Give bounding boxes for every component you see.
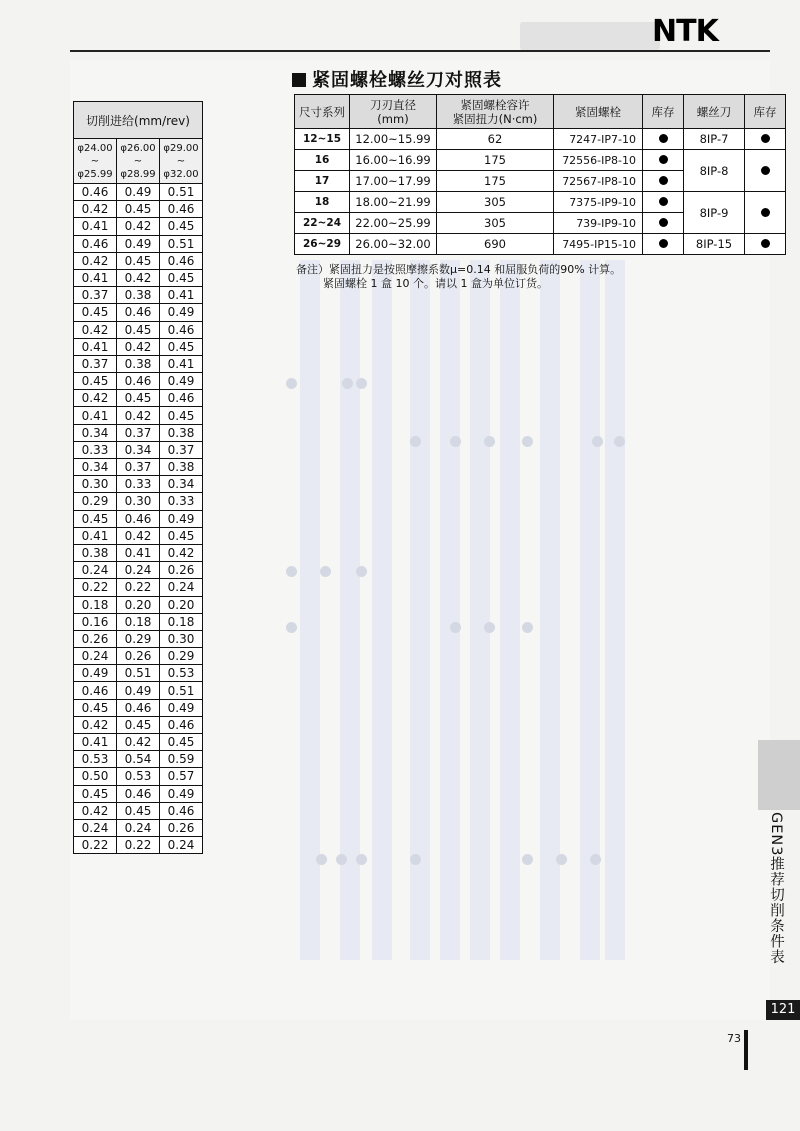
feed-value-cell: 0.41 [74, 527, 117, 544]
stock-cell [643, 150, 684, 171]
bleed-through-dot [556, 854, 567, 865]
table-row [74, 424, 203, 441]
feed-value-cell: 0.18 [160, 613, 203, 630]
feed-value-cell: 0.45 [74, 510, 117, 527]
in-stock-dot-icon [761, 134, 770, 143]
feed-value-cell: 0.24 [74, 648, 117, 665]
diameter-tilde: ~ [176, 155, 186, 167]
table-row [74, 527, 203, 544]
table-row [295, 150, 786, 171]
feed-value-cell: 0.37 [74, 287, 117, 304]
feed-value-cell: 0.37 [117, 459, 160, 476]
feed-value-cell: 0.45 [117, 201, 160, 218]
table-row [74, 648, 203, 665]
table-row [74, 459, 203, 476]
feed-value-cell: 0.22 [74, 837, 117, 854]
feed-value-cell: 0.49 [74, 665, 117, 682]
feed-value-cell: 0.24 [117, 562, 160, 579]
feed-value-cell: 0.22 [74, 579, 117, 596]
in-stock-dot-icon [659, 197, 668, 206]
feed-value-cell: 0.51 [117, 665, 160, 682]
table-row [295, 129, 786, 150]
feed-value-cell: 0.33 [160, 493, 203, 510]
feed-value-cell: 0.50 [74, 768, 117, 785]
stock-cell [643, 213, 684, 234]
feed-value-cell: 0.45 [74, 699, 117, 716]
in-stock-dot-icon [659, 239, 668, 248]
feed-value-cell: 0.46 [160, 321, 203, 338]
feed-table-body [74, 184, 203, 854]
table-row [74, 269, 203, 286]
torque-cell: 305 [437, 192, 554, 213]
feed-value-cell: 0.49 [117, 184, 160, 201]
torque-cell: 175 [437, 171, 554, 192]
feed-value-cell: 0.46 [160, 252, 203, 269]
feed-value-cell: 0.49 [160, 304, 203, 321]
feed-value-cell: 0.42 [74, 802, 117, 819]
table-row [74, 768, 203, 785]
feed-value-cell: 0.18 [74, 596, 117, 613]
bleed-through-dot [450, 622, 461, 633]
feed-value-cell: 0.42 [117, 407, 160, 424]
feed-value-cell: 0.45 [117, 321, 160, 338]
table-row [74, 579, 203, 596]
feed-value-cell: 0.37 [117, 424, 160, 441]
table-row [74, 287, 203, 304]
bleed-through-dot [484, 622, 495, 633]
feed-value-cell: 0.53 [117, 768, 160, 785]
table-row [74, 304, 203, 321]
feed-value-cell: 0.45 [160, 407, 203, 424]
feed-value-cell: 0.57 [160, 768, 203, 785]
feed-value-cell: 0.46 [74, 682, 117, 699]
feed-value-cell: 0.33 [74, 441, 117, 458]
bleed-through-dot [356, 566, 367, 577]
feed-value-cell: 0.53 [74, 751, 117, 768]
diameter-to: φ25.99 [77, 168, 113, 180]
table-row [74, 252, 203, 269]
diameter-to: φ28.99 [120, 168, 156, 180]
bleed-through-dot [356, 378, 367, 389]
feed-value-cell: 0.16 [74, 613, 117, 630]
page-number-bar [744, 1030, 748, 1070]
bolt-part-cell: 7495-IP15-10 [554, 234, 643, 255]
diameter-range-cell [74, 139, 117, 184]
bleed-through-column [470, 260, 490, 960]
bolt-column-header: 紧固螺栓容许 紧固扭力(N·cm) [437, 95, 554, 129]
driver-stock-cell [745, 192, 786, 234]
table-row [74, 390, 203, 407]
feed-value-cell: 0.42 [117, 269, 160, 286]
header-rule [70, 50, 770, 52]
diameter-cell: 26.00~32.00 [350, 234, 437, 255]
feed-value-cell: 0.30 [74, 476, 117, 493]
table-row [74, 630, 203, 647]
feed-value-cell: 0.42 [74, 716, 117, 733]
diameter-range-cell [117, 139, 160, 184]
table-row [74, 613, 203, 630]
feed-value-cell: 0.22 [117, 579, 160, 596]
feed-value-cell: 0.45 [160, 338, 203, 355]
bleed-through-dot [522, 622, 533, 633]
bleed-through-dot [614, 436, 625, 447]
bolt-column-header: 紧固螺栓 [554, 95, 643, 129]
torque-cell: 175 [437, 150, 554, 171]
bleed-through-dot [590, 854, 601, 865]
bleed-through-dot [356, 854, 367, 865]
bolt-part-cell: 7375-IP9-10 [554, 192, 643, 213]
feed-value-cell: 0.34 [74, 424, 117, 441]
table-row [295, 192, 786, 213]
table-row [74, 596, 203, 613]
note-line-1: 备注）紧固扭力是按照摩擦系数μ=0.14 和屈服负荷的90% 计算。 [296, 263, 622, 276]
table-row [74, 665, 203, 682]
feed-value-cell: 0.29 [74, 493, 117, 510]
table-row [74, 184, 203, 201]
bleed-through-column [605, 260, 625, 960]
feed-value-cell: 0.45 [117, 252, 160, 269]
stock-cell [643, 192, 684, 213]
in-stock-dot-icon [659, 134, 668, 143]
table-row [74, 699, 203, 716]
table-row [74, 837, 203, 854]
feed-value-cell: 0.26 [160, 562, 203, 579]
feed-value-cell: 0.46 [117, 510, 160, 527]
feed-value-cell: 0.49 [160, 699, 203, 716]
bleed-through-column [440, 260, 460, 960]
feed-value-cell: 0.37 [74, 355, 117, 372]
feed-value-cell: 0.24 [160, 579, 203, 596]
bolt-column-header: 库存 [745, 95, 786, 129]
table-row [74, 407, 203, 424]
feed-value-cell: 0.51 [160, 235, 203, 252]
torque-cell: 305 [437, 213, 554, 234]
bleed-through-column [372, 260, 392, 960]
size-series-cell: 16 [295, 150, 350, 171]
feed-value-cell: 0.46 [74, 235, 117, 252]
diameter-to: φ32.00 [163, 168, 199, 180]
bleed-through-dot [522, 854, 533, 865]
feed-value-cell: 0.34 [117, 441, 160, 458]
feed-value-cell: 0.45 [160, 269, 203, 286]
title-square-icon [292, 73, 306, 87]
feed-value-cell: 0.38 [74, 544, 117, 561]
size-series-cell: 22~24 [295, 213, 350, 234]
feed-value-cell: 0.42 [74, 252, 117, 269]
bleed-through-dot [522, 436, 533, 447]
feed-value-cell: 0.41 [74, 218, 117, 235]
bolt-column-header: 刀刃直径 (mm) [350, 95, 437, 129]
feed-value-cell: 0.42 [74, 201, 117, 218]
feed-value-cell: 0.45 [160, 218, 203, 235]
feed-table-header: 切削进给(mm/rev) [74, 102, 203, 139]
feed-value-cell: 0.49 [160, 510, 203, 527]
feed-value-cell: 0.45 [74, 304, 117, 321]
feed-value-cell: 0.42 [74, 390, 117, 407]
driver-cell: 8IP-9 [684, 192, 745, 234]
feed-value-cell: 0.46 [117, 373, 160, 390]
driver-cell: 8IP-15 [684, 234, 745, 255]
table-row [74, 802, 203, 819]
feed-value-cell: 0.18 [117, 613, 160, 630]
diameter-header-row [74, 139, 203, 184]
note-line-2: 紧固螺栓 1 盒 10 个。请以 1 盒为单位订货。 [323, 277, 548, 290]
table-row [74, 562, 203, 579]
feed-value-cell: 0.53 [160, 665, 203, 682]
feed-value-cell: 0.46 [117, 699, 160, 716]
size-series-cell: 17 [295, 171, 350, 192]
driver-stock-cell [745, 129, 786, 150]
table-row [74, 441, 203, 458]
diameter-from: φ29.00 [163, 142, 199, 154]
feed-value-cell: 0.45 [117, 390, 160, 407]
diameter-cell: 17.00~17.99 [350, 171, 437, 192]
feed-value-cell: 0.22 [117, 837, 160, 854]
in-stock-dot-icon [659, 218, 668, 227]
feed-value-cell: 0.20 [160, 596, 203, 613]
bolt-column-header: 尺寸系列 [295, 95, 350, 129]
table-row [74, 544, 203, 561]
bleed-through-dot [286, 622, 297, 633]
driver-stock-cell [745, 150, 786, 192]
table-row [74, 355, 203, 372]
feed-value-cell: 0.42 [117, 338, 160, 355]
table-row [74, 235, 203, 252]
page-number-small: 73 [727, 1032, 741, 1045]
feed-value-cell: 0.26 [117, 648, 160, 665]
diameter-cell: 16.00~16.99 [350, 150, 437, 171]
feed-value-cell: 0.24 [117, 819, 160, 836]
table-row [74, 373, 203, 390]
feed-value-cell: 0.38 [117, 287, 160, 304]
stock-cell [643, 129, 684, 150]
feed-value-cell: 0.30 [160, 630, 203, 647]
bolt-column-header: 库存 [643, 95, 684, 129]
side-tab-shade [758, 740, 800, 810]
feed-value-cell: 0.26 [74, 630, 117, 647]
driver-stock-cell [745, 234, 786, 255]
bolt-driver-table [294, 94, 786, 255]
diameter-from: φ24.00 [77, 142, 113, 154]
feed-value-cell: 0.45 [74, 785, 117, 802]
bleed-through-dot [484, 436, 495, 447]
feed-value-cell: 0.30 [117, 493, 160, 510]
driver-cell: 8IP-8 [684, 150, 745, 192]
feed-value-cell: 0.46 [160, 802, 203, 819]
table-row [74, 321, 203, 338]
feed-value-cell: 0.41 [74, 407, 117, 424]
feed-value-cell: 0.41 [74, 338, 117, 355]
diameter-tilde: ~ [90, 155, 100, 167]
feed-value-cell: 0.46 [160, 716, 203, 733]
feed-value-cell: 0.45 [117, 802, 160, 819]
feed-value-cell: 0.46 [160, 201, 203, 218]
table-row [74, 819, 203, 836]
table-row [74, 476, 203, 493]
feed-value-cell: 0.49 [160, 373, 203, 390]
section-title-text: 紧固螺栓螺丝刀对照表 [312, 70, 502, 91]
bleed-through-dot [592, 436, 603, 447]
diameter-from: φ26.00 [120, 142, 156, 154]
bleed-through-dot [316, 854, 327, 865]
feed-value-cell: 0.49 [117, 235, 160, 252]
table-row [74, 716, 203, 733]
in-stock-dot-icon [761, 166, 770, 175]
bleed-through-dot [286, 378, 297, 389]
page-number-box: 121 [766, 1000, 800, 1020]
feed-value-cell: 0.34 [74, 459, 117, 476]
feed-value-cell: 0.29 [160, 648, 203, 665]
table-row [74, 751, 203, 768]
table-row [74, 785, 203, 802]
driver-cell: 8IP-7 [684, 129, 745, 150]
torque-cell: 690 [437, 234, 554, 255]
feed-value-cell: 0.42 [160, 544, 203, 561]
size-series-cell: 12~15 [295, 129, 350, 150]
feed-value-cell: 0.41 [74, 734, 117, 751]
stock-cell [643, 234, 684, 255]
diameter-tilde: ~ [133, 155, 143, 167]
section-title [292, 66, 502, 92]
table-row [74, 510, 203, 527]
feed-value-cell: 0.42 [74, 321, 117, 338]
diameter-range-cell [160, 139, 203, 184]
diameter-cell: 22.00~25.99 [350, 213, 437, 234]
bolt-table-body [295, 129, 786, 255]
diameter-cell: 18.00~21.99 [350, 192, 437, 213]
stock-cell [643, 171, 684, 192]
feed-value-cell: 0.33 [117, 476, 160, 493]
feed-value-cell: 0.41 [160, 287, 203, 304]
bleed-through-dot [320, 566, 331, 577]
feed-value-cell: 0.45 [117, 716, 160, 733]
feed-value-cell: 0.46 [160, 390, 203, 407]
feed-value-cell: 0.41 [74, 269, 117, 286]
feed-value-cell: 0.42 [117, 527, 160, 544]
feed-value-cell: 0.49 [117, 682, 160, 699]
feed-value-cell: 0.51 [160, 184, 203, 201]
feed-value-cell: 0.42 [117, 734, 160, 751]
feed-value-cell: 0.24 [74, 819, 117, 836]
feed-value-cell: 0.46 [74, 184, 117, 201]
feed-value-cell: 0.51 [160, 682, 203, 699]
bleed-through-dot [410, 854, 421, 865]
bolt-part-cell: 72567-IP8-10 [554, 171, 643, 192]
feed-value-cell: 0.24 [74, 562, 117, 579]
in-stock-dot-icon [659, 155, 668, 164]
cutting-feed-table [73, 101, 203, 854]
bleed-through-dot [342, 378, 353, 389]
feed-value-cell: 0.45 [160, 734, 203, 751]
feed-value-cell: 0.45 [160, 527, 203, 544]
feed-value-cell: 0.54 [117, 751, 160, 768]
bolt-table-header-row [295, 95, 786, 129]
feed-value-cell: 0.38 [117, 355, 160, 372]
bleed-through-heading [520, 22, 660, 50]
feed-value-cell: 0.34 [160, 476, 203, 493]
bolt-column-header: 螺丝刀 [684, 95, 745, 129]
feed-value-cell: 0.45 [74, 373, 117, 390]
diameter-cell: 12.00~15.99 [350, 129, 437, 150]
feed-value-cell: 0.26 [160, 819, 203, 836]
feed-value-cell: 0.46 [117, 304, 160, 321]
table-row [74, 201, 203, 218]
table-row [74, 338, 203, 355]
ntk-logo: NTK [652, 14, 718, 49]
table-row [74, 218, 203, 235]
size-series-cell: 26~29 [295, 234, 350, 255]
bolt-part-cell: 72556-IP8-10 [554, 150, 643, 171]
table-row [74, 682, 203, 699]
feed-value-cell: 0.41 [160, 355, 203, 372]
feed-value-cell: 0.29 [117, 630, 160, 647]
feed-value-cell: 0.20 [117, 596, 160, 613]
table-row [295, 234, 786, 255]
feed-value-cell: 0.41 [117, 544, 160, 561]
feed-value-cell: 0.42 [117, 218, 160, 235]
feed-value-cell: 0.49 [160, 785, 203, 802]
torque-cell: 62 [437, 129, 554, 150]
size-series-cell: 18 [295, 192, 350, 213]
bleed-through-dot [450, 436, 461, 447]
feed-value-cell: 0.59 [160, 751, 203, 768]
table-row [74, 734, 203, 751]
bleed-through-dot [336, 854, 347, 865]
side-tab-label: GEN3推荐切削条件表 [768, 812, 784, 965]
table-row [74, 493, 203, 510]
in-stock-dot-icon [761, 208, 770, 217]
in-stock-dot-icon [659, 176, 668, 185]
feed-value-cell: 0.37 [160, 441, 203, 458]
bleed-through-column [500, 260, 520, 960]
bolt-part-cell: 7247-IP7-10 [554, 129, 643, 150]
bolt-part-cell: 739-IP9-10 [554, 213, 643, 234]
feed-value-cell: 0.38 [160, 459, 203, 476]
in-stock-dot-icon [761, 239, 770, 248]
feed-value-cell: 0.24 [160, 837, 203, 854]
bleed-through-dot [286, 566, 297, 577]
feed-value-cell: 0.38 [160, 424, 203, 441]
bleed-through-dot [410, 436, 421, 447]
feed-value-cell: 0.46 [117, 785, 160, 802]
